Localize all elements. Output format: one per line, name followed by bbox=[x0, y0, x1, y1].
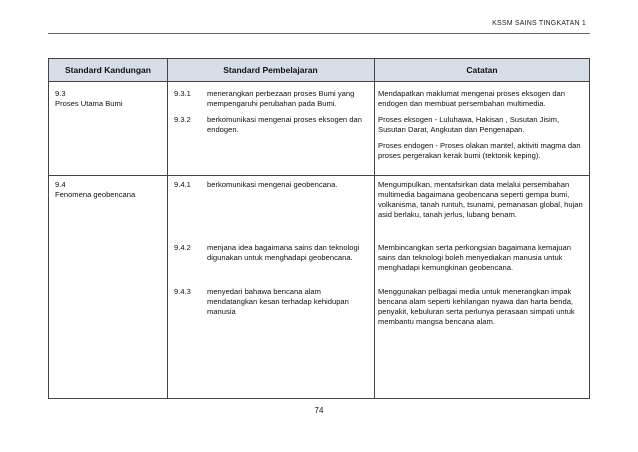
row-divider bbox=[49, 175, 589, 176]
learning-code: 9.4.2 bbox=[174, 243, 191, 252]
document-header: KSSM SAINS TINGKATAN 1 bbox=[492, 20, 586, 27]
content-title: Fenomena geobencana bbox=[55, 190, 136, 199]
content-code: 9.3 bbox=[55, 89, 66, 98]
learning-standard: berkomunikasi mengenai geobencana. bbox=[207, 180, 338, 189]
note: Proses endogen - Proses olakan mantel, aktiviti magma dan proses pergerakan kerak bumi (tektonik keping). bbox=[378, 141, 581, 160]
learning-standard: menjana idea bagaimana sains dan teknologi digunakan untuk menghadapi geobencana. bbox=[207, 243, 360, 262]
learning-code: 9.3.1 bbox=[174, 89, 191, 98]
note: Mengumpulkan, mentafsirkan data melalui persembahan multimedia bagaimana geobencana seperti gempa bumi, volkanisma, tanah runtuh, tsunami, pemanasan global, hujan asid berlaku, tanah jerlus, lubang benam. bbox=[378, 180, 583, 219]
learning-code: 9.3.2 bbox=[174, 115, 191, 124]
page-number: 74 bbox=[314, 406, 324, 415]
learning-standard: menerangkan perbezaan proses Bumi yang mempengaruhi perubahan pada Bumi. bbox=[207, 89, 355, 108]
note: Proses eksogen - Luluhawa, Hakisan , Susutan Jisim, Susutan Darat, Angkutan dan Pengenapan. bbox=[378, 115, 560, 134]
column-header-standard-pembelajaran: Standard Pembelajaran bbox=[223, 65, 318, 75]
learning-code: 9.4.3 bbox=[174, 287, 191, 296]
learning-standard: berkomunikasi mengenai proses eksogen dan endogen. bbox=[207, 115, 362, 134]
note: Membincangkan serta perkongsian bagaimana kemajuan sains dan teknologi boleh menyediakan manusia untuk menghadapi kemungkinan geobencana. bbox=[378, 243, 571, 272]
column-header-standard-kandungan: Standard Kandungan bbox=[65, 65, 151, 75]
learning-standard: menyedari bahawa bencana alam mendatangkan kesan terhadap kehidupan manusia bbox=[207, 287, 349, 316]
learning-code: 9.4.1 bbox=[174, 180, 191, 189]
content-code: 9.4 bbox=[55, 180, 66, 189]
note: Menggunakan pelbagai media untuk menerangkan impak bencana alam seperti kehilangan nyawa dan harta benda, penyakit, kebuluran serta perlunya perasaan simpati untuk membantu mangsa bencana alam. bbox=[378, 287, 575, 326]
content-standard-9-4 bbox=[55, 180, 163, 200]
header-rule bbox=[48, 33, 590, 34]
curriculum-table bbox=[48, 58, 590, 399]
column-divider bbox=[374, 59, 375, 398]
column-divider bbox=[167, 59, 168, 398]
table-header-row bbox=[49, 59, 589, 82]
column-header-catatan: Catatan bbox=[466, 65, 498, 75]
note: Mendapatkan maklumat mengenai proses eksogen dan endogen dan membuat persembahan multimedia. bbox=[378, 89, 566, 108]
content-standard-9-3 bbox=[55, 89, 163, 109]
content-title: Proses Utama Bumi bbox=[55, 99, 123, 108]
